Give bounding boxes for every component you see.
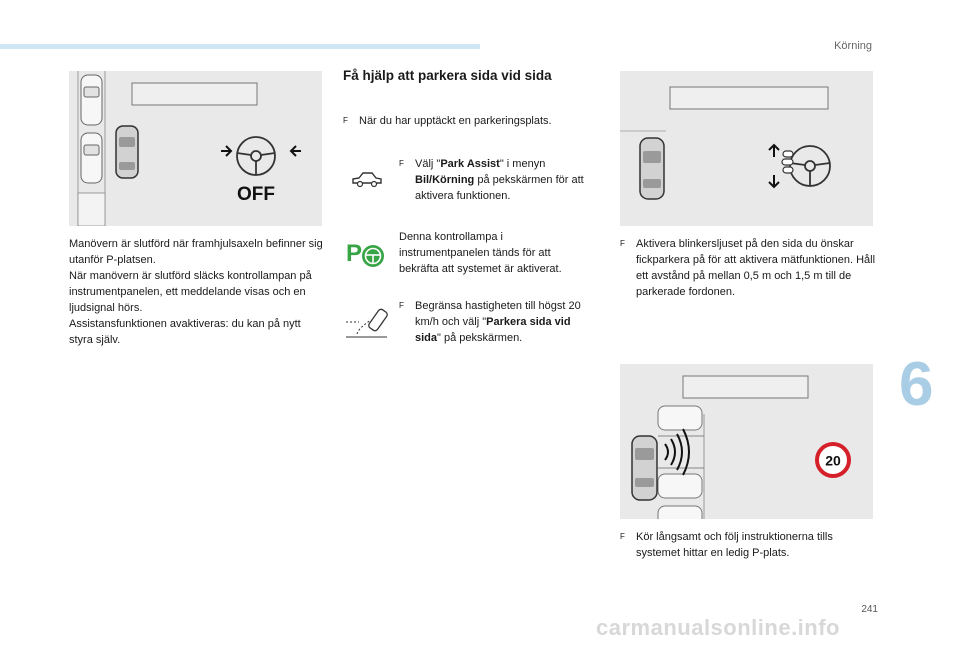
- bullet-text: När du har upptäckt en parkeringsplats.: [359, 115, 552, 127]
- figure-drive-slowly: [620, 364, 873, 519]
- bullet-limit-speed: [399, 298, 593, 346]
- own-car-icon: [116, 126, 138, 178]
- park-assist-lamp-icon: [345, 237, 387, 269]
- bullet-parking-space: [343, 113, 593, 129]
- svg-text:P: P: [346, 240, 363, 267]
- speed-limit-sign: [817, 444, 849, 476]
- watermark: carmanualsonline.info: [596, 615, 840, 640]
- hand-icon: [782, 151, 793, 173]
- bullet-text: Aktivera blinkersljuset på den sida du önskar fickparkera på för att aktivera mätfunktionen. Håll ett avstånd på mellan 0,5 m och 1,5 m till de parkerade fordonen.: [636, 238, 876, 298]
- own-car-icon: [640, 138, 664, 199]
- bullet-marker: F: [399, 159, 404, 168]
- header-accent-bar: [0, 44, 480, 49]
- own-car-icon: [632, 436, 657, 500]
- indicator-arrows-icon: [769, 145, 779, 187]
- steering-wheel-icon: [237, 137, 275, 175]
- bullet-text: Välj "Park Assist" i menyn Bil/Körning på pekskärmen för att aktivera funktionen.: [415, 158, 584, 202]
- bullet-marker: F: [620, 532, 625, 541]
- left-paragraph: När manövern är slutförd släcks kontrollampan på instrumentpanelen, ett meddelande visas och en ljudsignal hörs.: [69, 270, 312, 314]
- left-column-text: [69, 236, 325, 348]
- bullet-drive-slowly: [620, 529, 876, 561]
- svg-text:20: 20: [825, 452, 841, 469]
- section-title: Körning: [834, 40, 872, 52]
- parking-complete-illustration: [69, 71, 322, 226]
- left-paragraph: Manövern är slutförd när framhjulsaxeln befinner sig utanför P-platsen.: [69, 238, 323, 266]
- bullet-marker: F: [399, 301, 404, 310]
- bullet-text: Kör långsamt och följ instruktionerna tills systemet hittar en ledig P-plats.: [636, 531, 833, 559]
- bullet-activate-indicator: [620, 236, 876, 300]
- bullet-text: Begränsa hastigheten till högst 20 km/h och välj "Parkera sida vid sida" på pekskärmen.: [415, 300, 581, 344]
- parked-car-icon: [81, 75, 102, 183]
- lamp-description: Denna kontrollampa i instrumentpanelen tänds för att bekräfta att systemet är aktiverat.: [399, 231, 562, 275]
- section-heading: Få hjälp att parkera sida vid sida: [343, 68, 552, 83]
- figure-parking-complete: [69, 71, 322, 226]
- chapter-number: 6: [899, 350, 934, 419]
- steering-wheel-icon: [790, 146, 830, 186]
- left-paragraph: Assistansfunktionen avaktiveras: du kan på nytt styra själv.: [69, 318, 301, 346]
- bullet-marker: F: [343, 116, 348, 125]
- figure-activate-indicator: [620, 71, 873, 226]
- parking-maneuver-icon: [343, 306, 391, 340]
- bullet-select-park-assist: [399, 156, 593, 204]
- bullet-marker: F: [620, 239, 625, 248]
- car-outline-icon: [350, 170, 384, 190]
- off-label: OFF: [237, 184, 275, 205]
- page-number: 241: [861, 604, 878, 615]
